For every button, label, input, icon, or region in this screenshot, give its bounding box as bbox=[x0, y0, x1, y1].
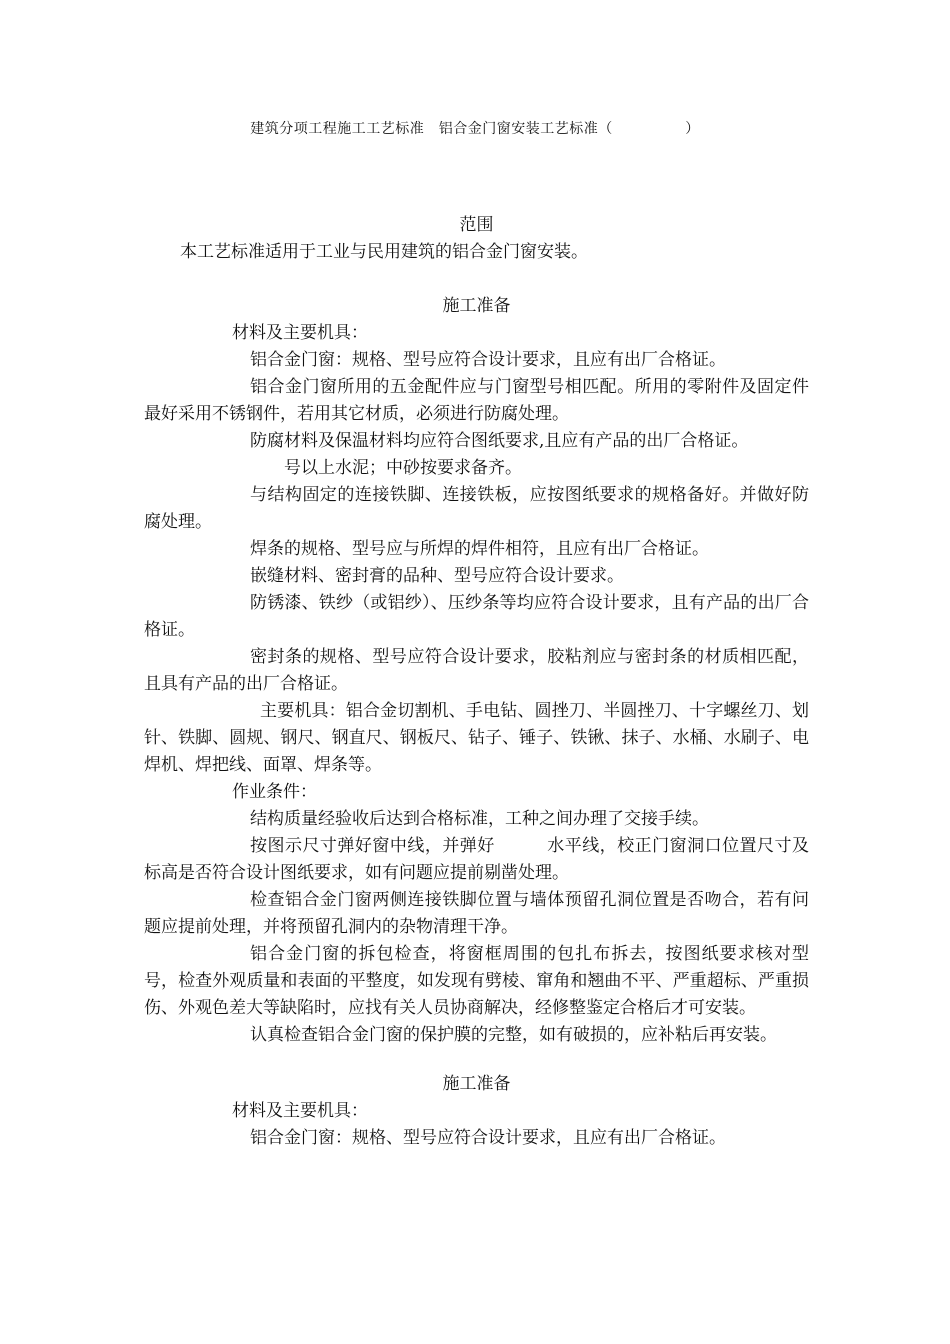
material-item-9: 密封条的规格、型号应符合设计要求，胶粘剂应与密封条的材质相匹配，且具有产品的出厂合格证。 bbox=[144, 647, 809, 694]
material-item-7: 嵌缝材料、密封膏的品种、型号应符合设计要求。 bbox=[250, 566, 624, 586]
material-item-6: 焊条的规格、型号应与所焊的焊件相符，且应有出厂合格证。 bbox=[250, 539, 709, 559]
material-item-10: 主要机具：铝合金切割机、手电钻、圆挫刀、半圆挫刀、十字螺丝刀、划针、铁脚、圆规、钢尺、钢直尺、钢板尺、钻子、锤子、铁锹、抹子、水桶、水刷子、电焊机、焊把线、面罩、焊条等。 bbox=[144, 701, 809, 775]
material-item-8: 防锈漆、铁纱（或铝纱）、压纱条等均应符合设计要求，且有产品的出厂合格证。 bbox=[144, 593, 809, 640]
document-body bbox=[144, 212, 809, 1152]
materials-heading: 材料及主要机具： bbox=[232, 323, 368, 343]
scope-paragraph: 本工艺标准适用于工业与民用建筑的铝合金门窗安装。 bbox=[180, 242, 588, 262]
material-item-2: 铝合金门窗所用的五金配件应与门窗型号相匹配。所用的零附件及固定件最好采用不锈钢件，若用其它材质，必须进行防腐处理。 bbox=[144, 377, 809, 424]
conditions-heading: 作业条件： bbox=[232, 782, 317, 802]
section-title-prep-2: 施工准备 bbox=[442, 1074, 511, 1094]
material-item-3: 防腐材料及保温材料均应符合图纸要求,且应有产品的出厂合格证。 bbox=[250, 431, 749, 451]
material-item-1-repeat: 铝合金门窗：规格、型号应符合设计要求，且应有出厂合格证。 bbox=[250, 1128, 726, 1148]
section-title-scope: 范围 bbox=[459, 215, 494, 235]
material-item-1: 铝合金门窗：规格、型号应符合设计要求，且应有出厂合格证。 bbox=[250, 350, 726, 370]
material-item-5: 与结构固定的连接铁脚、连接铁板，应按图纸要求的规格备好。并做好防腐处理。 bbox=[144, 485, 809, 532]
document-header: 建筑分项工程施工工艺标准 铝合金门窗安装工艺标准（ ） bbox=[250, 121, 700, 137]
spacer bbox=[144, 1049, 809, 1071]
materials-heading-2: 材料及主要机具： bbox=[232, 1101, 368, 1121]
condition-item-3: 检查铝合金门窗两侧连接铁脚位置与墙体预留孔洞位置是否吻合，若有问题应提前处理，并将预留孔洞内的杂物清理干净。 bbox=[144, 890, 809, 937]
spacer bbox=[144, 266, 809, 293]
condition-item-4: 铝合金门窗的拆包检查，将窗框周围的包扎布拆去，按图纸要求核对型号，检查外观质量和表面的平整度，如发现有劈棱、窜角和翘曲不平、严重超标、严重损伤、外观色差大等缺陷时，应找有关人员协商解决，经修整鉴定合格后才可安装。 bbox=[144, 944, 809, 1018]
condition-item-1: 结构质量经验收后达到合格标准，工种之间办理了交接手续。 bbox=[250, 809, 709, 829]
section-title-prep: 施工准备 bbox=[442, 296, 511, 316]
material-item-4: 号以上水泥；中砂按要求备齐。 bbox=[284, 458, 522, 478]
condition-item-5: 认真检查铝合金门窗的保护膜的完整，如有破损的，应补粘后再安装。 bbox=[250, 1025, 777, 1045]
condition-item-2: 按图示尺寸弹好窗中线，并弹好 水平线，校正门窗洞口位置尺寸及标高是否符合设计图纸要求，如有问题应提前剔凿处理。 bbox=[144, 836, 809, 883]
